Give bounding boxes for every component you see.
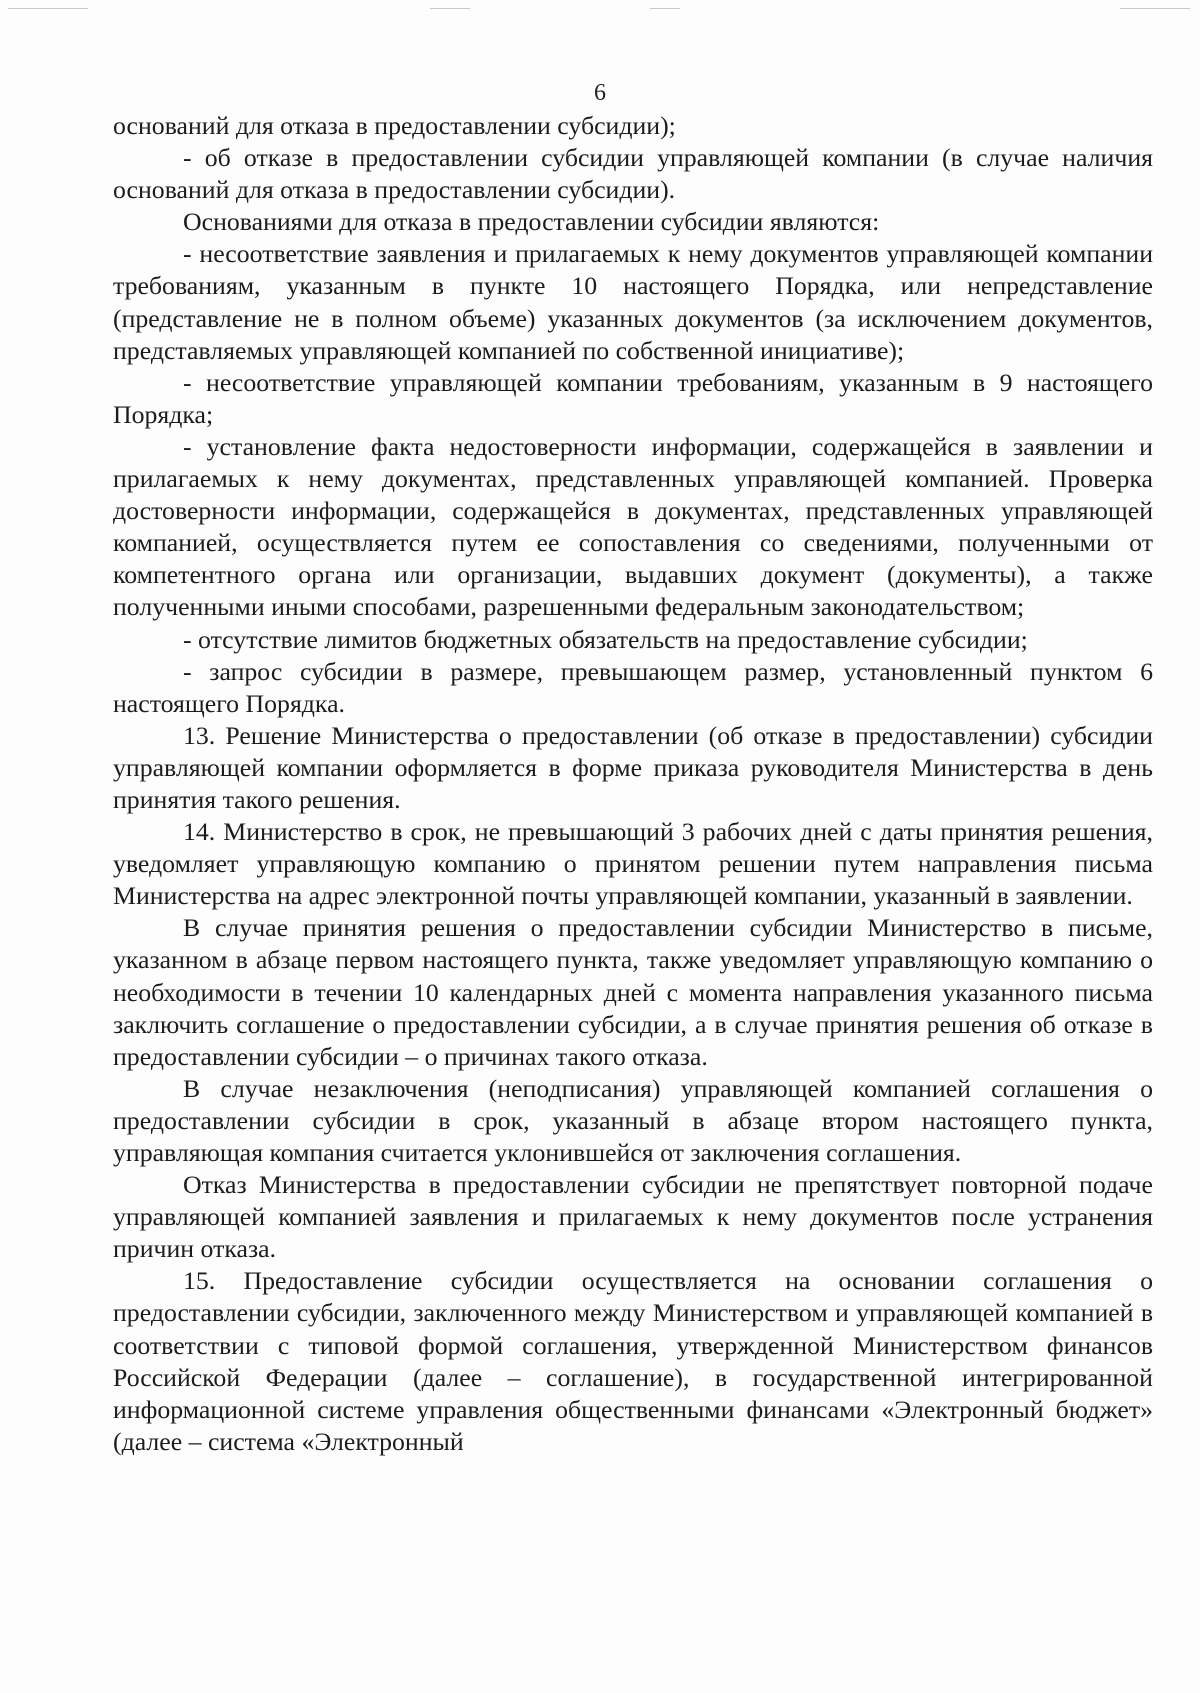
paragraph: оснований для отказа в предоставлении субсидии); (113, 111, 676, 140)
paragraph: - запрос субсидии в размере, превышающем размер, установленный пунктом 6 настоящего Порядка. (113, 656, 1153, 718)
paragraph: Основаниями для отказа в предоставлении субсидии являются: (183, 207, 880, 237)
paragraph: - несоответствие заявления и прилагаемых к нему документов управляющей компании требованиям, указанным в пункте 10 настоящего Порядка, или непредставление (представление не в полном объеме) указанных документов (за исключением документов, представляемых управляющей компанией по собственной инициативе); (113, 239, 1153, 365)
paragraph: - несоответствие управляющей компании требованиям, указанным в 9 настоящего Порядка; (113, 367, 1153, 429)
paragraph: 14. Министерство в срок, не превышающий 3 рабочих дней с даты принятия решения, уведомляет управляющую компанию о принятом решении путем направления письма Министерства на адрес электронной почты управляющей компании, указанный в заявлении. (113, 817, 1153, 911)
scan-artifact (430, 8, 470, 9)
paragraph: В случае незаключения (неподписания) управляющей компанией соглашения о предоставлении субсидии в срок, указанный в абзаце втором настоящего пункта, управляющая компания считается уклонившейся от заключения соглашения. (113, 1073, 1153, 1167)
document-body (113, 110, 1153, 1458)
scan-artifact (1120, 8, 1190, 9)
page-number: 6 (594, 80, 606, 106)
scan-artifact (650, 8, 680, 9)
paragraph: 15. Предоставление субсидии осуществляется на основании соглашения о предоставлении субсидии, заключенного между Министерством и управляющей компанией в соответствии с типовой формой соглашения, утвержденной Министерством финансов Российской Федерации (далее – соглашение), в государственной интегрированной информационной системе управления общественными финансами «Электронный бюджет» (далее – система «Электронный (113, 1266, 1153, 1456)
paragraph: - отсутствие лимитов бюджетных обязательств на предоставление субсидии; (183, 624, 1028, 654)
paragraph: Отказ Министерства в предоставлении субсидии не препятствует повторной подаче управляющей компанией заявления и прилагаемых к нему документов после устранения причин отказа. (113, 1170, 1153, 1264)
paragraph: 13. Решение Министерства о предоставлении (об отказе в предоставлении) субсидии управляющей компании оформляется в форме приказа руководителя Министерства в день принятия такого решения. (113, 720, 1153, 814)
paragraph: - установление факта недостоверности информации, содержащейся в заявлении и прилагаемых к нему документах, представленных управляющей компанией. Проверка достоверности информации, содержащейся в документах, представленных управляющей компанией, осуществляется путем ее сопоставления со сведениями, полученными от компетентного органа или организации, выдавших документ (документы), а также полученными иными способами, разрешенными федеральным законодательством; (113, 431, 1153, 622)
paragraph: В случае принятия решения о предоставлении субсидии Министерство в письме, указанном в абзаце первом настоящего пункта, также уведомляет управляющую компанию о необходимости в течении 10 календарных дней с момента направления указанного письма заключить соглашение о предоставлении субсидии, а в случае принятия решения об отказе в предоставлении субсидии – о причинах такого отказа. (113, 913, 1153, 1071)
scan-artifact (8, 8, 88, 9)
paragraph: - об отказе в предоставлении субсидии управляющей компании (в случае наличия оснований для отказа в предоставлении субсидии). (113, 143, 1153, 205)
